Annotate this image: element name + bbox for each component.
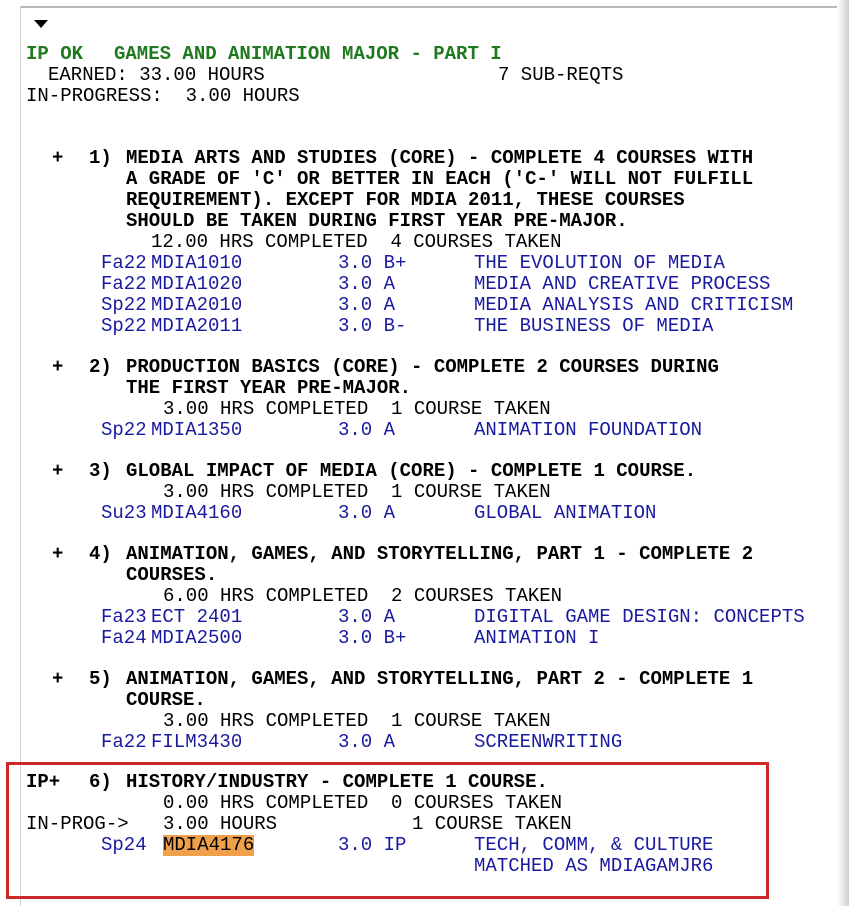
course-term: Fa24	[101, 627, 147, 649]
course-title: THE BUSINESS OF MEDIA	[474, 315, 714, 337]
course-term: Sp22	[101, 294, 147, 316]
course-code[interactable]: MDIA2010	[151, 294, 243, 316]
course-term: Su23	[101, 502, 147, 524]
course-title: ANIMATION I	[474, 627, 600, 649]
requirement-title-line: REQUIREMENT). EXCEPT FOR MDIA 2011, THESE COURSES	[126, 189, 685, 211]
expand-marker[interactable]: +	[52, 668, 64, 690]
course-title: SCREENWRITING	[474, 731, 623, 753]
requirement-title-line: SHOULD BE TAKEN DURING FIRST YEAR PRE-MAJOR.	[126, 210, 628, 232]
course-code[interactable]: MDIA1020	[151, 273, 243, 295]
course-title: GLOBAL ANIMATION	[474, 502, 657, 524]
requirement-summary: 12.00 HRS COMPLETED 4 COURSES TAKEN	[151, 231, 562, 253]
expand-marker[interactable]: +	[52, 460, 64, 482]
course-title: DIGITAL GAME DESIGN: CONCEPTS	[474, 606, 805, 628]
header-status: IP OK	[26, 43, 84, 65]
expand-marker[interactable]: IP+	[26, 771, 61, 793]
course-title: ANIMATION FOUNDATION	[474, 419, 703, 441]
course-grade: 3.0 A	[338, 502, 396, 524]
course-grade: 3.0 IP	[338, 834, 407, 856]
course-code[interactable]: MDIA4160	[151, 502, 243, 524]
requirement-number: 4)	[89, 543, 112, 565]
course-term: Sp22	[101, 315, 147, 337]
expand-marker[interactable]: +	[52, 147, 64, 169]
requirement-summary: 3.00 HRS COMPLETED 1 COURSE TAKEN	[163, 481, 551, 503]
requirement-title-line: COURSE.	[126, 689, 206, 711]
course-term: Sp22	[101, 419, 147, 441]
top-divider	[20, 6, 849, 8]
earned-hours: EARNED: 33.00 HOURS	[48, 64, 265, 86]
course-term: Fa22	[101, 731, 147, 753]
course-code-highlighted[interactable]: MDIA4176	[163, 834, 255, 856]
course-title: TECH, COMM, & CULTURE	[474, 834, 714, 856]
expand-marker[interactable]: +	[52, 356, 64, 378]
course-grade: 3.0 A	[338, 294, 396, 316]
course-code[interactable]: MDIA1350	[151, 419, 243, 441]
course-title: MEDIA ANALYSIS AND CRITICISM	[474, 294, 794, 316]
course-title: MEDIA AND CREATIVE PROCESS	[474, 273, 771, 295]
course-code[interactable]: MDIA2500	[151, 627, 243, 649]
course-code[interactable]: ECT 2401	[151, 606, 243, 628]
course-grade: 3.0 B+	[338, 627, 407, 649]
requirement-summary: 6.00 HRS COMPLETED 2 COURSES TAKEN	[163, 585, 563, 607]
in-progress-hours: IN-PROGRESS: 3.00 HOURS	[26, 85, 300, 107]
in-prog-hours: 3.00 HOURS	[163, 813, 278, 835]
course-grade: 3.0 B+	[338, 252, 407, 274]
requirement-title-line: HISTORY/INDUSTRY - COMPLETE 1 COURSE.	[126, 771, 548, 793]
requirement-number: 5)	[89, 668, 112, 690]
requirement-title-line: A GRADE OF 'C' OR BETTER IN EACH ('C-' WILL NOT FULFILL	[126, 168, 754, 190]
requirement-number: 2)	[89, 356, 112, 378]
course-term: Fa23	[101, 606, 147, 628]
in-prog-label: IN-PROG->	[26, 813, 129, 835]
course-term: Fa22	[101, 252, 147, 274]
course-grade: 3.0 A	[338, 606, 396, 628]
requirement-title-line: PRODUCTION BASICS (CORE) - COMPLETE 2 COURSES DURING	[126, 356, 719, 378]
course-code[interactable]: MDIA2011	[151, 315, 243, 337]
window-edge-shadow	[837, 0, 849, 906]
collapse-triangle-icon[interactable]	[34, 20, 48, 28]
course-title: THE EVOLUTION OF MEDIA	[474, 252, 725, 274]
course-match-note: MATCHED AS MDIAGAMJR6	[474, 855, 714, 877]
course-code[interactable]: FILM3430	[151, 731, 243, 753]
course-grade: 3.0 A	[338, 731, 396, 753]
page-title: GAMES AND ANIMATION MAJOR - PART I	[114, 43, 502, 65]
course-term: Sp24	[101, 834, 147, 856]
course-grade: 3.0 A	[338, 273, 396, 295]
in-prog-taken: 1 COURSE TAKEN	[412, 813, 572, 835]
requirement-number: 3)	[89, 460, 112, 482]
requirement-number: 1)	[89, 147, 112, 169]
requirement-title-line: GLOBAL IMPACT OF MEDIA (CORE) - COMPLETE 1 COURSE.	[126, 460, 697, 482]
requirement-number: 6)	[89, 771, 112, 793]
subreqts-count: 7 SUB-REQTS	[498, 64, 624, 86]
requirement-summary: 3.00 HRS COMPLETED 1 COURSE TAKEN	[163, 398, 551, 420]
course-grade: 3.0 A	[338, 419, 396, 441]
requirement-title-line: THE FIRST YEAR PRE-MAJOR.	[126, 377, 412, 399]
course-grade: 3.0 B-	[338, 315, 407, 337]
requirement-summary: 0.00 HRS COMPLETED 0 COURSES TAKEN	[163, 792, 563, 814]
requirement-summary: 3.00 HRS COMPLETED 1 COURSE TAKEN	[163, 710, 551, 732]
requirement-title-line: COURSES.	[126, 564, 218, 586]
requirement-title-line: ANIMATION, GAMES, AND STORYTELLING, PART 2 - COMPLETE 1	[126, 668, 754, 690]
expand-marker[interactable]: +	[52, 543, 64, 565]
requirement-title-line: ANIMATION, GAMES, AND STORYTELLING, PART 1 - COMPLETE 2	[126, 543, 754, 565]
requirement-title-line: MEDIA ARTS AND STUDIES (CORE) - COMPLETE 4 COURSES WITH	[126, 147, 754, 169]
course-term: Fa22	[101, 273, 147, 295]
course-code[interactable]: MDIA1010	[151, 252, 243, 274]
